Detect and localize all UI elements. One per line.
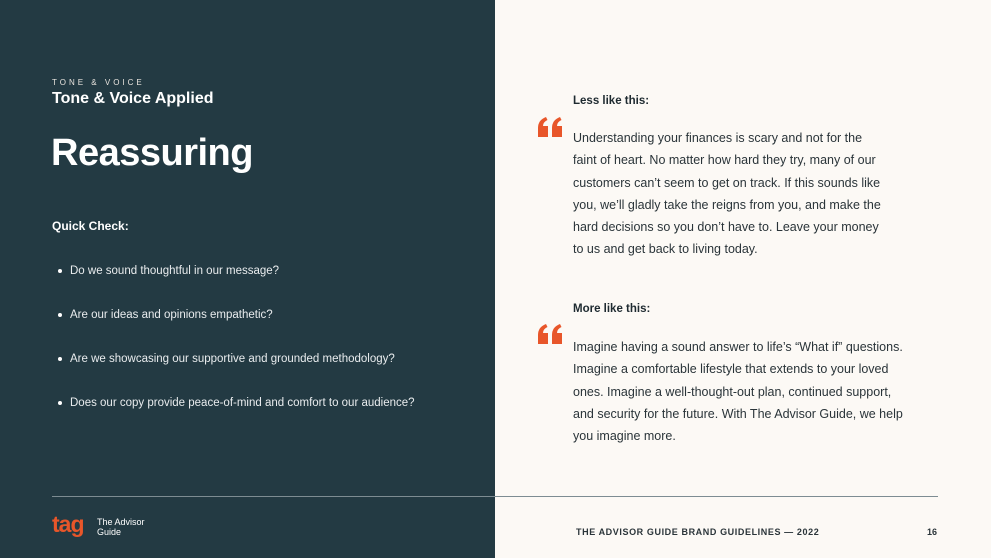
footer-divider [52, 496, 938, 497]
quick-check-list [58, 263, 415, 439]
logo-wordmark [97, 517, 145, 537]
logo-mark-text: tag [52, 511, 84, 537]
less-like-this-quote [573, 127, 933, 261]
left-panel [0, 0, 495, 558]
more-like-this-quote [573, 336, 933, 447]
page-headline: Reassuring [51, 132, 253, 174]
quote-line: you, we’ll gladly take the reigns from you, and make the [573, 197, 881, 212]
quote-line: Imagine a comfortable lifestyle that extends to your loved [573, 362, 889, 377]
quote-icon [537, 117, 563, 137]
quote-line: hard decisions so you don’t have to. Leave your money [573, 220, 879, 235]
more-like-this-heading: More like this: [573, 303, 651, 315]
logo-line-1: The Advisor [97, 517, 145, 527]
quote-line: to us and get back to living today. [573, 242, 758, 257]
page-number: 16 [927, 527, 938, 537]
quote-line: you imagine more. [573, 429, 676, 444]
right-panel [495, 0, 991, 558]
quote-line: Imagine having a sound answer to life’s “What if” questions. [573, 340, 903, 354]
list-item: Do we sound thoughtful in our message? [58, 263, 415, 307]
eyebrow-label: TONE & VOICE [52, 78, 145, 87]
logo-line-2: Guide [97, 527, 122, 537]
quote-line: Understanding your finances is scary and not for the [573, 131, 863, 145]
quote-icon [537, 324, 563, 344]
footer-title: THE ADVISOR GUIDE BRAND GUIDELINES — 2022 [576, 527, 820, 537]
list-item: Are our ideas and opinions empathetic? [58, 307, 415, 351]
quote-line: faint of heart. No matter how hard they try, many of our [573, 153, 876, 168]
list-item: Are we showcasing our supportive and grounded methodology? [58, 351, 415, 395]
tag-logo-icon [52, 511, 94, 543]
list-item: Does our copy provide peace-of-mind and comfort to our audience? [58, 395, 415, 439]
less-like-this-heading: Less like this: [573, 95, 650, 107]
section-title: Tone & Voice Applied [52, 90, 214, 107]
brand-logo [52, 511, 145, 543]
quote-line: and security for the future. With The Advisor Guide, we help [573, 406, 903, 421]
quote-line: customers can’t seem to get on track. If this sounds like [573, 175, 881, 190]
quote-line: ones. Imagine a well-thought-out plan, continued support, [573, 384, 892, 399]
quick-check-label: Quick Check: [52, 219, 129, 233]
